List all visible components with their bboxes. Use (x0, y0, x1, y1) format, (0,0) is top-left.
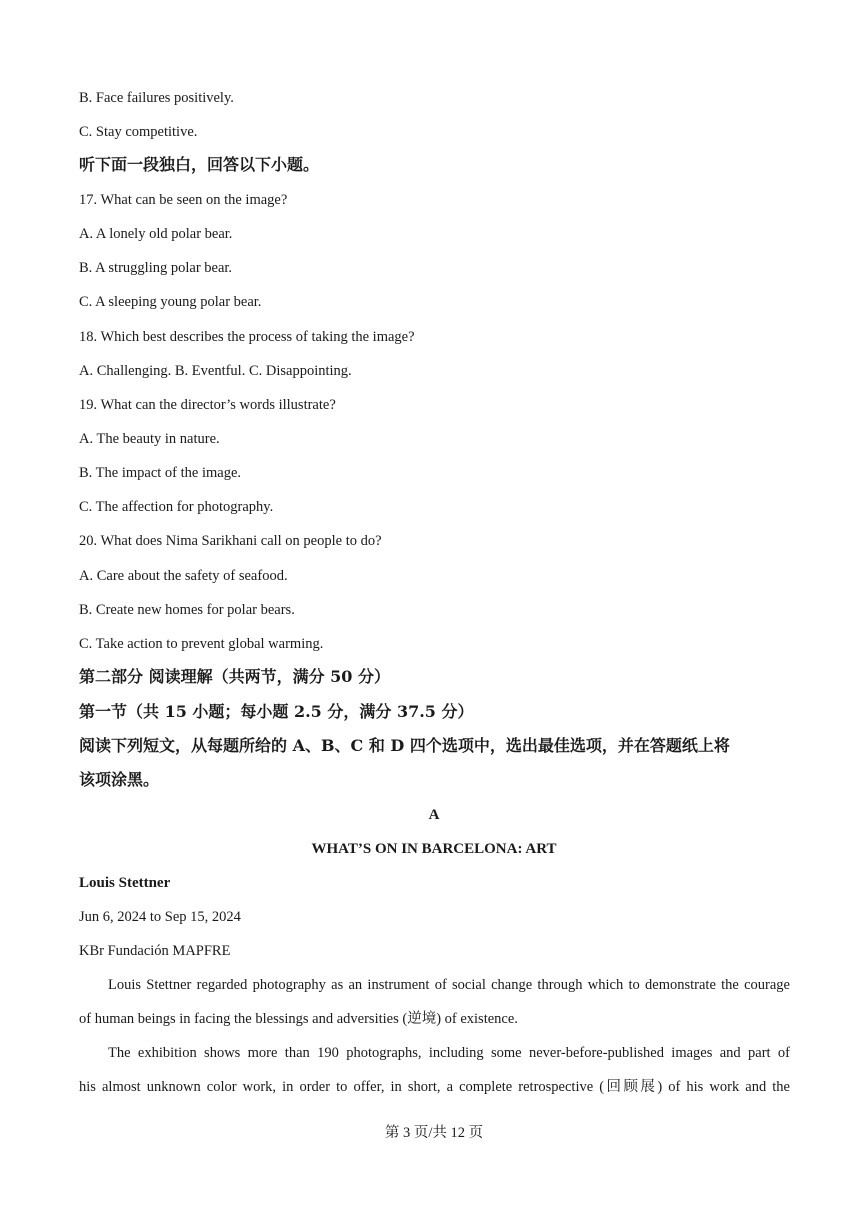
question-19: 19. What can the director’s words illustrate? (79, 397, 336, 413)
option-b-q19: B. The impact of the image. (79, 465, 242, 481)
part2-heading: 第二部分 阅读理解（共两节，满分 50 分） (79, 667, 390, 686)
option-a-q20: A. Care about the safety of seafood. (79, 568, 288, 584)
question-20: 20. What does Nima Sarikhani call on people to do? (79, 533, 382, 549)
reading-instruction-line2: 该项涂黑。 (79, 770, 160, 789)
options-q18: A. Challenging. B. Eventful. C. Disappointing. (79, 363, 352, 379)
option-c-q16: C. Stay competitive. (79, 124, 198, 140)
reading-instruction-line1: 阅读下列短文，从每题所给的 A、B、C 和 D 四个选项中，选出最佳选项，并在答题纸上将 (79, 736, 730, 755)
paragraph2-line1: The exhibition shows more than 190 photographs, including some never-before-published images and part of (108, 1045, 790, 1061)
question-17: 17. What can be seen on the image? (79, 192, 288, 208)
option-a-q17: A. A lonely old polar bear. (79, 226, 233, 242)
entry-name: Louis Stettner (79, 875, 171, 891)
option-c-q19: C. The affection for photography. (79, 499, 274, 515)
passage-letter: A (428, 807, 440, 823)
passage-title: WHAT’S ON IN BARCELONA: ART (311, 841, 557, 857)
paragraph1-line2: of human beings in facing the blessings and adversities (逆境) of existence. (79, 1011, 518, 1027)
option-b-q17: B. A struggling polar bear. (79, 260, 233, 276)
option-c-q17: C. A sleeping young polar bear. (79, 294, 262, 310)
section1-heading: 第一节（共 15 小题；每小题 2.5 分，满分 37.5 分） (79, 702, 474, 721)
entry-dates: Jun 6, 2024 to Sep 15, 2024 (79, 909, 241, 925)
option-b-q20: B. Create new homes for polar bears. (79, 602, 295, 618)
monologue-instruction: 听下面一段独白，回答以下小题。 (79, 155, 320, 174)
entry-venue: KBr Fundación MAPFRE (79, 943, 231, 959)
page-footer: 第 3 页/共 12 页 (384, 1125, 484, 1141)
question-18: 18. Which best describes the process of taking the image? (79, 329, 415, 345)
option-a-q19: A. The beauty in nature. (79, 431, 220, 447)
option-c-q20: C. Take action to prevent global warming. (79, 636, 324, 652)
option-b-q16: B. Face failures positively. (79, 90, 234, 106)
paragraph2-line2: his almost unknown color work, in order to offer, in short, a complete retrospective (回顾展) of his work and the (79, 1079, 790, 1095)
paragraph1-line1: Louis Stettner regarded photography as an instrument of social change through which to demonstrate the courage (108, 977, 790, 993)
